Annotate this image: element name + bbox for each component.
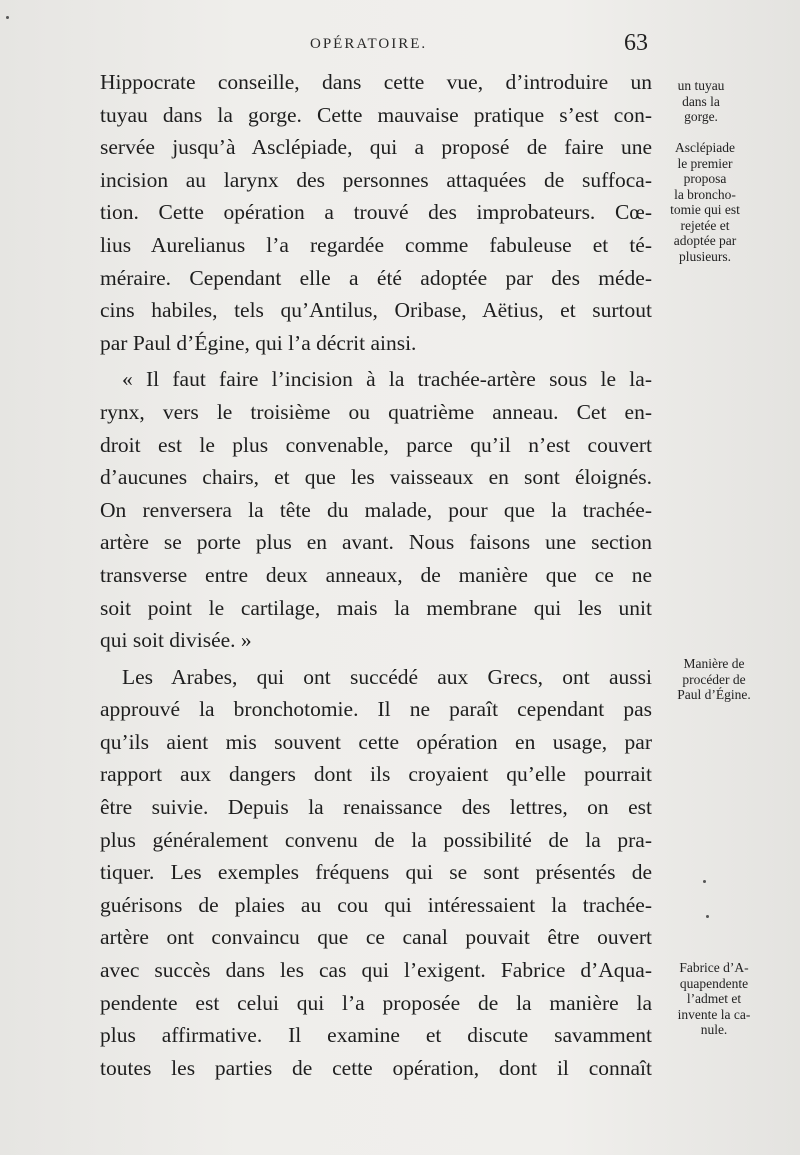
text-line: transverse entre deux anneaux, de manière que ce ne [100, 562, 652, 587]
running-head: OPÉRATOIRE. [310, 36, 428, 52]
text-line: plus généralement convenu de la possibilité de la pra- [100, 827, 652, 852]
margin-note-line: gorge. [684, 109, 718, 124]
paragraph [100, 66, 652, 359]
margin-note-line: nule. [700, 1022, 728, 1037]
page-number: 63 [624, 30, 648, 56]
margin-note-line: Paul d’Égine. [677, 687, 751, 702]
text-line: tiquer. Les exemples fréquens qui se sont présentés de [100, 860, 652, 885]
text-line: servée jusqu’à Asclépiade, qui a proposé de faire une [100, 135, 652, 160]
text-line: On renversera la tête du malade, pour que la trachée- [100, 497, 652, 522]
text-line: rapport aux dangers dont ils croyaient qu’elle pourrait [100, 762, 652, 787]
text-line: qu’ils aient mis souvent cette opération en usage, par [100, 729, 652, 754]
text-line: d’aucunes chairs, et que les vaisseaux en sont éloignés. [100, 465, 652, 490]
text-line: artère ont convaincu que ce canal pouvait être ouvert [100, 925, 652, 950]
text-line: plus affirmative. Il examine et discute savamment [100, 1023, 652, 1048]
paragraph [100, 363, 652, 656]
ink-speck [6, 16, 9, 19]
margin-note-line: invente la ca- [677, 1006, 751, 1022]
margin-note-line: quapendente [679, 975, 749, 991]
text-line: soit point le cartilage, mais la membrane qui les unit [100, 595, 652, 620]
margin-note-line: Asclépiade [675, 140, 735, 155]
text-line: par Paul d’Égine, qui l’a décrit ainsi. [100, 330, 417, 355]
margin-note-line: dans la [682, 93, 720, 109]
main-text [100, 66, 652, 1084]
text-line: artère se porte plus en avant. Nous faisons une section [100, 530, 652, 555]
text-line: tuyau dans la gorge. Cette mauvaise pratique s’est con- [100, 102, 652, 127]
ink-speck [703, 880, 706, 883]
margin-note [656, 656, 772, 703]
margin-note-line: adoptée par [673, 233, 737, 248]
margin-note-line: tomie qui est [670, 202, 740, 217]
text-line: qui soit divisée. » [100, 628, 252, 653]
text-line: avec succès dans les cas qui l’exigent. Fabrice d’Aqua- [100, 958, 652, 983]
margin-note [650, 140, 760, 264]
text-line: incision au larynx des personnes attaquées de suffoca- [100, 167, 652, 192]
margin-note-line: plusieurs. [678, 248, 732, 264]
margin-note-line: la broncho- [674, 186, 736, 202]
margin-note-line: Fabrice d’A- [679, 960, 749, 975]
margin-note-line: Manière de [683, 656, 745, 671]
text-line: pendente est celui qui l’a proposée de la manière la [100, 990, 652, 1015]
margin-note-line: proposa [683, 171, 727, 186]
text-line: rynx, vers le troisième ou quatrième anneau. Cet en- [100, 399, 652, 424]
ink-speck [706, 915, 709, 918]
margin-note-line: le premier [677, 155, 733, 171]
text-line: être suivie. Depuis la renaissance des lettres, on est [100, 795, 652, 820]
margin-note-line: l’admet et [686, 991, 742, 1006]
margin-note-line: un tuyau [677, 78, 725, 93]
text-line: toutes les parties de cette opération, dont il connaît [100, 1055, 652, 1080]
margin-note-line: rejetée et [680, 217, 730, 233]
text-line: méraire. Cependant elle a été adoptée par des méde- [100, 265, 652, 290]
text-line: approuvé la bronchotomie. Il ne paraît cependant pas [100, 697, 652, 722]
page-header [100, 30, 656, 58]
text-line: « Il faut faire l’incision à la trachée-artère sous le la- [122, 367, 652, 392]
text-line: droit est le plus convenable, parce qu’il n’est couvert [100, 432, 652, 457]
text-line: cins habiles, tels qu’Antilus, Oribase, Aëtius, et surtout [100, 298, 652, 323]
text-line: guérisons de plaies au cou qui intéressaient la trachée- [100, 892, 652, 917]
text-line: Les Arabes, qui ont succédé aux Grecs, ont aussi [122, 664, 652, 689]
margin-note-line: procéder de [682, 671, 746, 687]
text-line: Hippocrate conseille, dans cette vue, d’introduire un [100, 70, 652, 94]
text-line: tion. Cette opération a trouvé des improbateurs. Cœ- [100, 200, 652, 225]
paragraph [100, 661, 652, 1085]
margin-note [646, 78, 756, 125]
margin-note [656, 960, 772, 1038]
text-line: lius Aurelianus l’a regardée comme fabuleuse et té- [100, 232, 652, 257]
